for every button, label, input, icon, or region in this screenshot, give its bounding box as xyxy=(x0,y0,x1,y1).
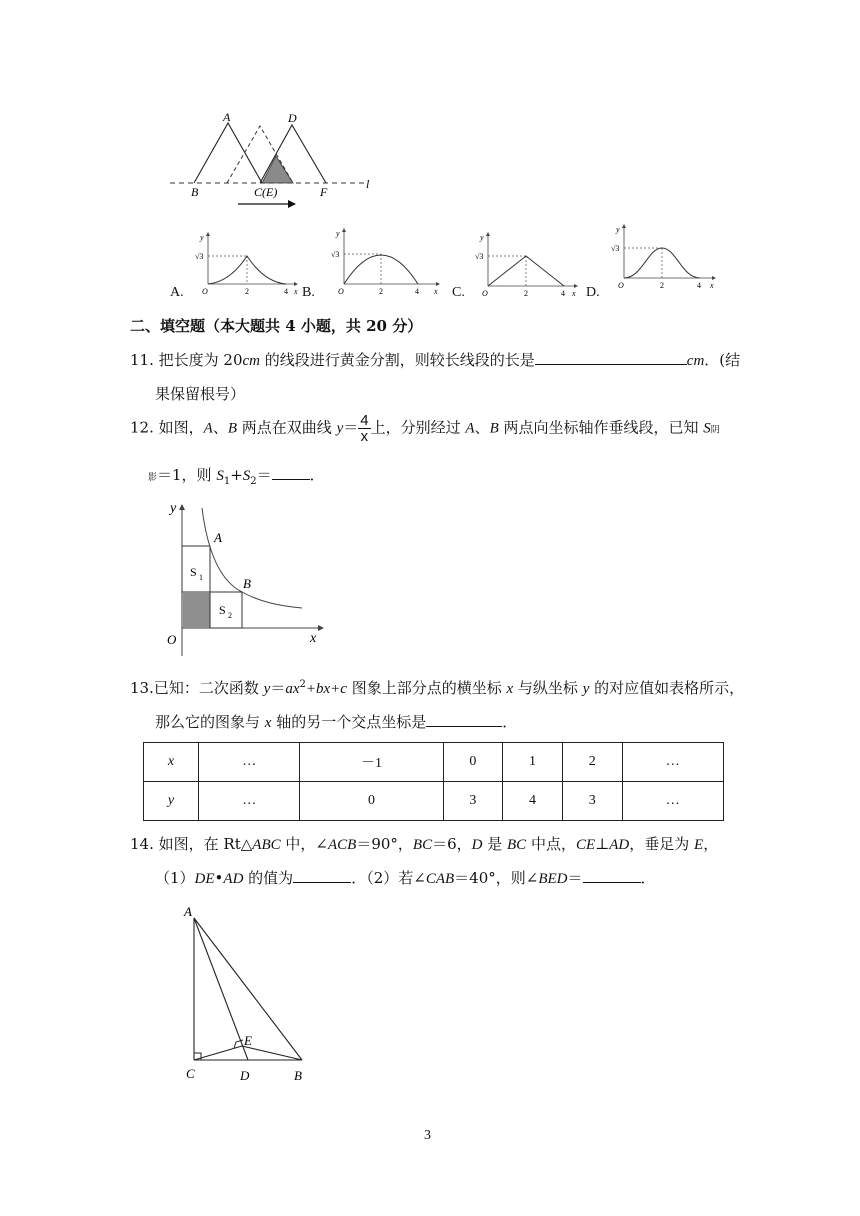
q11-line1: 11. 把长度为 20cm 的线段进行黄金分割，则较长线段的长是 cm．(结 xyxy=(130,351,741,369)
table-row: y … 0 3 4 3 … xyxy=(144,782,724,821)
svg-text:2: 2 xyxy=(228,611,232,620)
label-B: B xyxy=(191,185,199,199)
svg-text:O: O xyxy=(167,632,177,647)
svg-text:O: O xyxy=(202,287,208,296)
svg-text:2: 2 xyxy=(660,281,664,290)
svg-text:4: 4 xyxy=(697,281,701,290)
label-l: l xyxy=(366,177,370,191)
svg-text:E: E xyxy=(244,1033,252,1048)
q13-line1: 13.已知：二次函数 $y=ax^2+bx+c$ 图象上部分点的横坐标 x 与纵坐标 y 的对应值如表格所示， xyxy=(130,679,745,697)
q14-answer-blank-2 xyxy=(583,868,641,883)
svg-text:x: x xyxy=(294,287,298,296)
svg-text:y: y xyxy=(200,233,204,242)
option-a-graph xyxy=(190,228,302,298)
q13-answer-blank xyxy=(426,712,502,727)
option-d-graph xyxy=(606,222,722,294)
svg-text:S: S xyxy=(190,565,197,579)
svg-text:x: x xyxy=(310,631,317,646)
q14-line1: 14. 如图，在 Rt△ABC 中，∠ACB＝90°，BC＝6，D 是 BC 中点，CE⊥AD，垂足为 E， xyxy=(130,835,719,853)
svg-text:4: 4 xyxy=(561,289,565,298)
q14-answer-blank-1 xyxy=(293,868,351,883)
svg-text:1: 1 xyxy=(199,573,203,582)
q11-answer-blank xyxy=(535,350,687,365)
svg-text:2: 2 xyxy=(245,287,249,296)
svg-text:D: D xyxy=(240,1068,250,1083)
label-A: A xyxy=(223,110,231,124)
svg-text:A: A xyxy=(184,904,192,919)
q11-line2: 果保留根号） xyxy=(155,385,246,403)
q12-fraction: $\frac{4}{x}$ xyxy=(360,412,369,445)
svg-text:O: O xyxy=(338,287,344,296)
q12-hyperbola-figure xyxy=(152,496,332,658)
option-b-graph xyxy=(326,226,446,298)
svg-text:2: 2 xyxy=(524,289,528,298)
svg-text:y: y xyxy=(616,225,620,234)
svg-text:S: S xyxy=(219,603,226,617)
svg-text:A: A xyxy=(214,530,222,545)
q10-triangle-figure xyxy=(160,108,380,212)
svg-text:y: y xyxy=(480,233,484,242)
option-b-label: B. xyxy=(302,285,315,300)
q12-line1: 12. 如图，A、B 两点在双曲线 y＝ $\frac{4}{x}$ 上，分别经过 A、B 两点向坐标轴作垂线段，已知 S阴 xyxy=(130,412,720,445)
svg-text:√3: √3 xyxy=(331,250,340,259)
q14-triangle-figure xyxy=(176,902,326,1086)
page-number: 3 xyxy=(424,1128,431,1143)
q12-line2: 影＝1，则 $S_1+S_2=$ ． xyxy=(148,466,325,487)
svg-text:4: 4 xyxy=(284,287,288,296)
svg-text:2: 2 xyxy=(379,287,383,296)
svg-text:C: C xyxy=(186,1066,195,1081)
svg-text:O: O xyxy=(618,281,624,290)
svg-text:B: B xyxy=(294,1068,302,1083)
label-D: D xyxy=(288,111,297,125)
q14-line2: （1）DE•AD 的值为 ．（2）若∠CAB＝40°，则∠BED＝ ． xyxy=(155,869,656,887)
option-a-label: A. xyxy=(170,285,184,300)
q12-answer-blank xyxy=(272,465,310,480)
svg-text:y: y xyxy=(170,501,177,516)
q13-value-table xyxy=(143,742,724,821)
svg-text:B: B xyxy=(243,576,251,591)
svg-text:x: x xyxy=(710,281,714,290)
option-d-label: D. xyxy=(586,285,600,300)
svg-text:x: x xyxy=(572,289,576,298)
table-row: x … －1 0 1 2 … xyxy=(144,743,724,782)
label-CE: C(E) xyxy=(254,185,278,199)
option-c-label: C. xyxy=(452,285,465,300)
label-F: F xyxy=(320,185,328,199)
svg-text:√3: √3 xyxy=(475,252,484,261)
option-c-graph xyxy=(470,228,582,298)
svg-text:4: 4 xyxy=(415,287,419,296)
section-heading: 二、填空题（本大题共 4 小题，共 20 分） xyxy=(130,317,423,335)
svg-text:√3: √3 xyxy=(611,244,620,253)
q13-line2: 那么它的图象与 x 轴的另一个交点坐标是 ． xyxy=(155,713,518,731)
svg-text:O: O xyxy=(482,289,488,298)
svg-text:y: y xyxy=(336,229,340,238)
svg-text:√3: √3 xyxy=(195,252,204,261)
svg-text:x: x xyxy=(434,287,438,296)
